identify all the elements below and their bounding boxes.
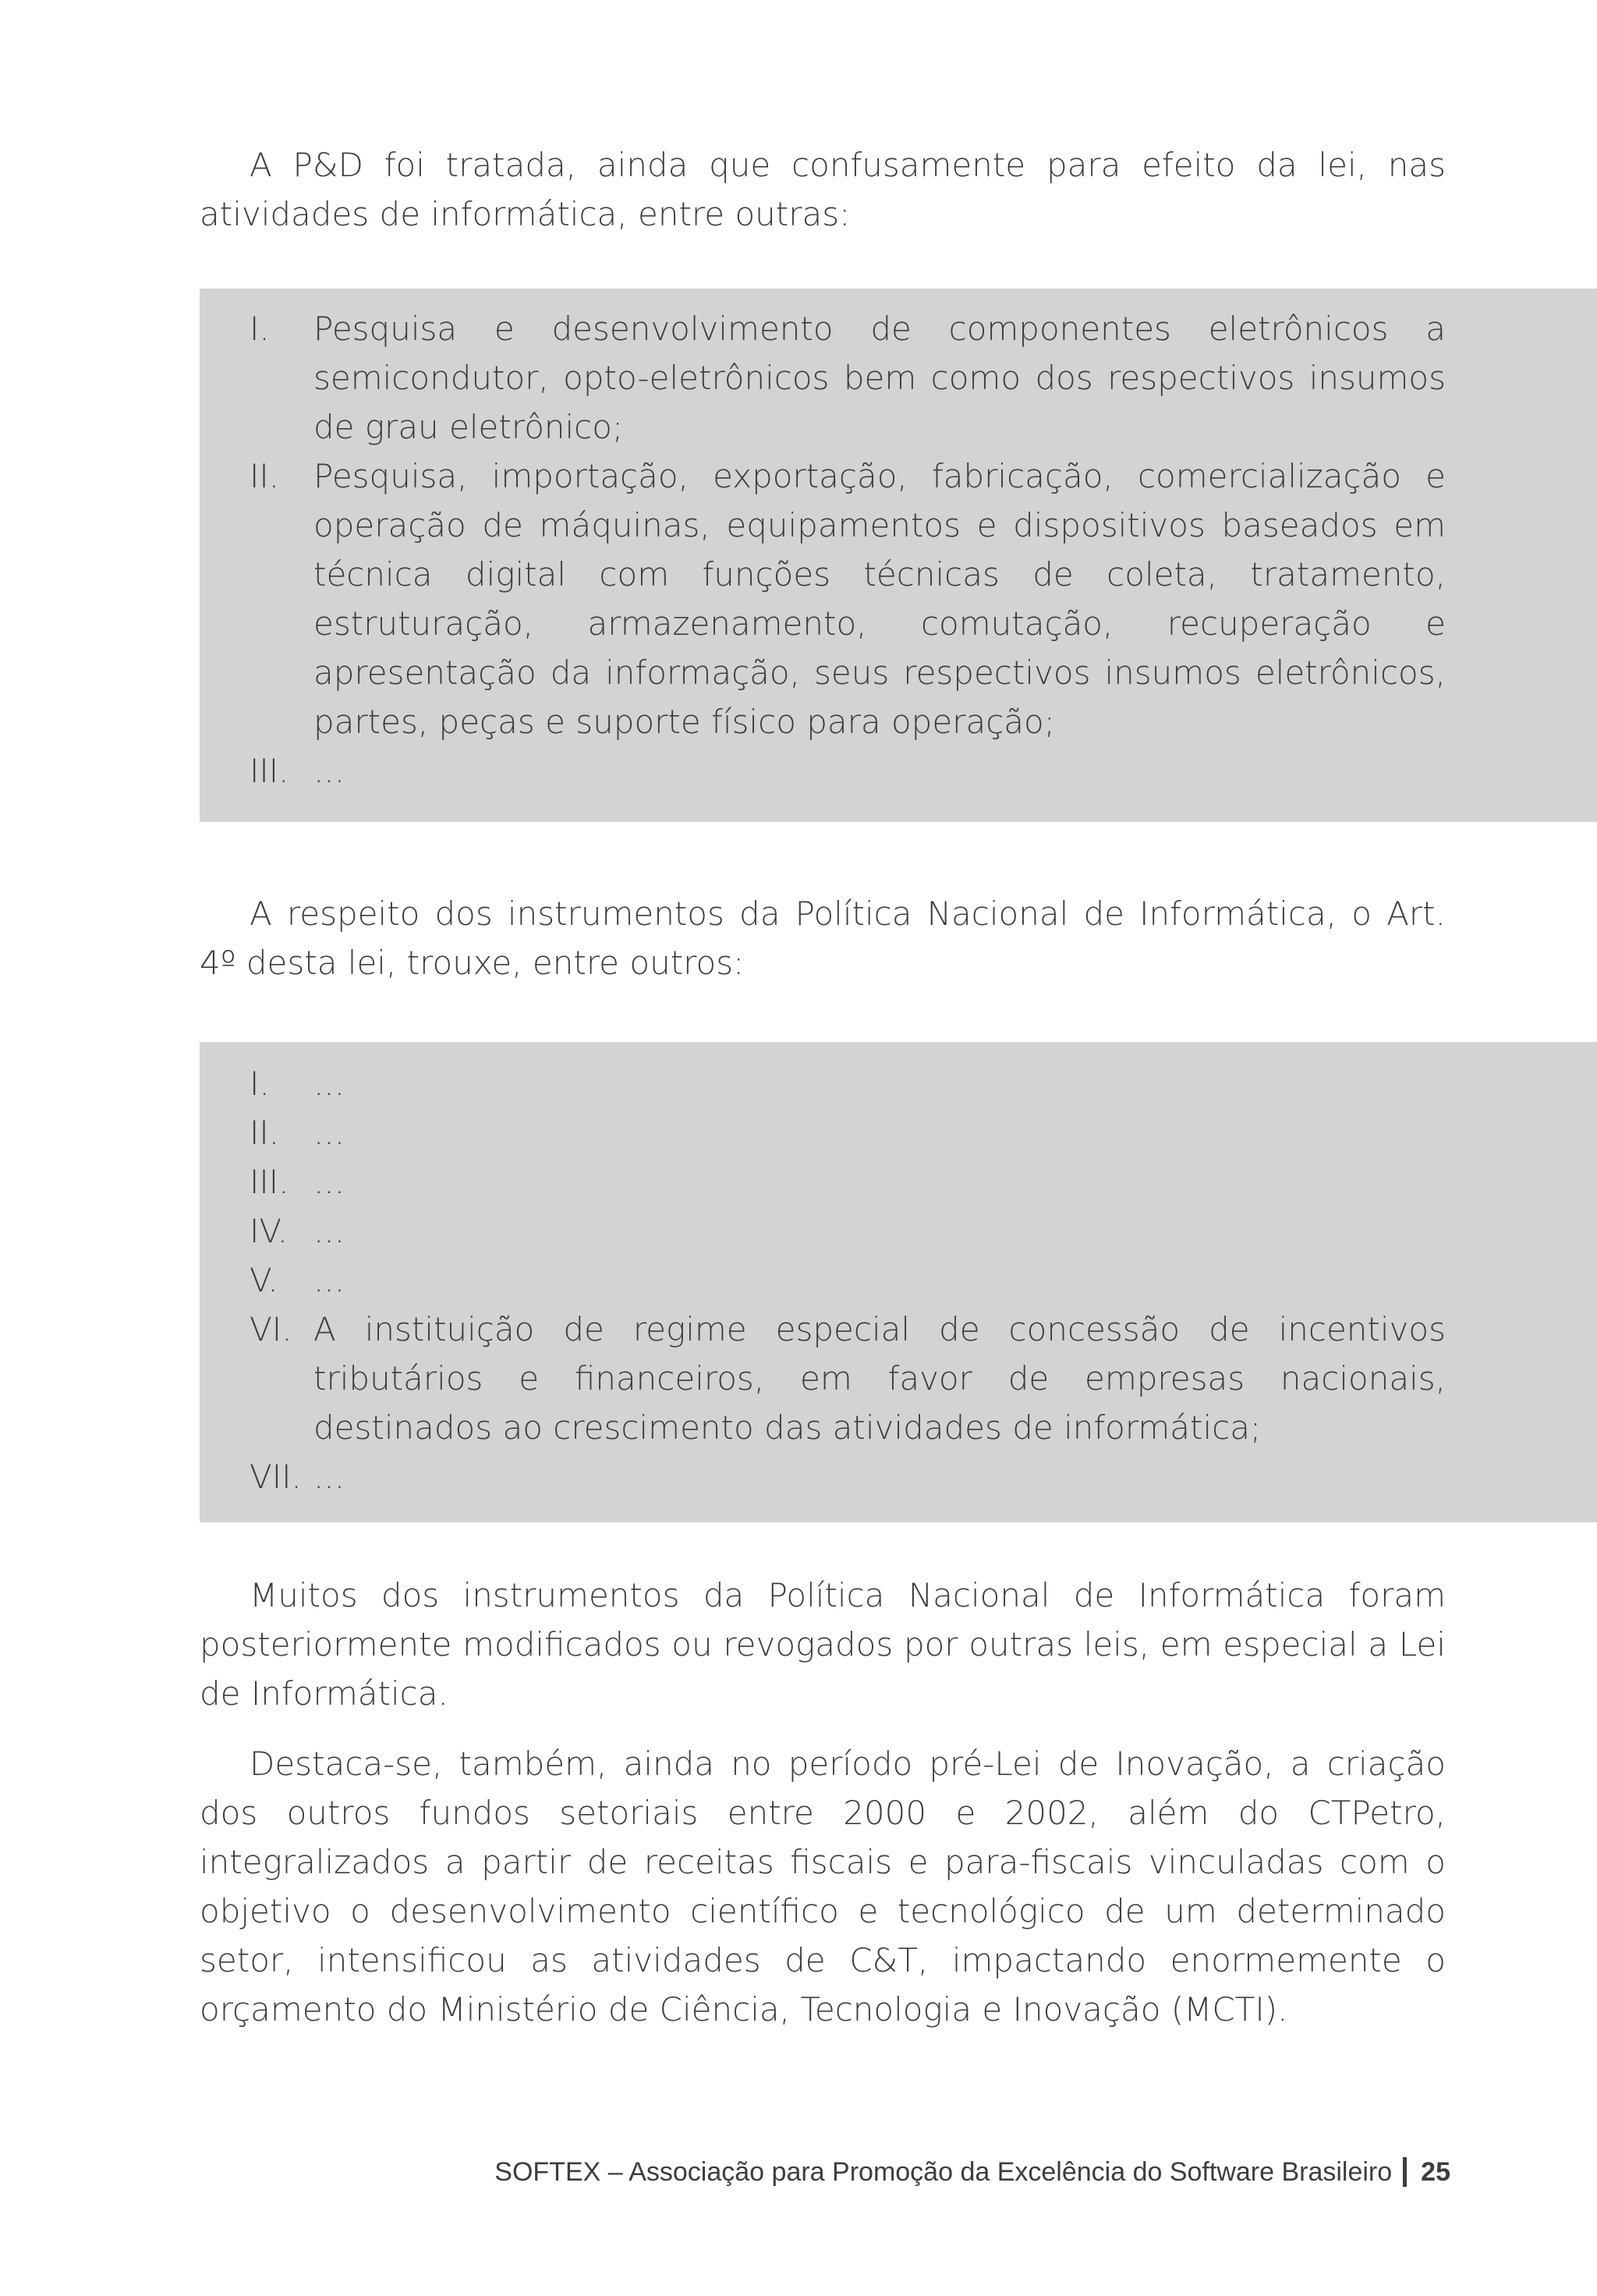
list-item xyxy=(250,1305,1446,1452)
quote-list-1 xyxy=(250,304,1446,795)
footer-text: SOFTEX – Associação para Promoção da Excelência do Software Brasileiro xyxy=(494,2156,1393,2187)
list-item-text: ... xyxy=(313,1114,345,1152)
footer-divider xyxy=(1403,2157,1407,2187)
list-item-text: ... xyxy=(313,1458,345,1496)
list-item-number: II. xyxy=(250,457,280,495)
list-item xyxy=(250,452,1446,746)
paragraph-4: Destaca-se, também, ainda no período pré-Lei de Inovação, a criação dos outros fundos setoriais entre 2000 e 2002, além do CTPetro, integralizados a partir de receitas fiscais e para-fiscais vinculadas com o objetivo o desenvolvimento científico e tecnológico de um determinado setor, intensificou as atividades de C&T, impactando enormemente o orçamento do Ministério de Ciência, Tecnologia e Inovação (MCTI). xyxy=(200,1745,1446,2028)
list-item xyxy=(250,1157,1446,1206)
list-item-number: VII. xyxy=(250,1458,302,1496)
list-item xyxy=(250,1059,1446,1108)
list-item xyxy=(250,1108,1446,1157)
quote-box-2 xyxy=(200,1042,1597,1522)
list-item-number: III. xyxy=(250,1163,289,1201)
list-item-text: ... xyxy=(313,1065,345,1103)
list-item xyxy=(250,746,1446,795)
list-item xyxy=(250,1452,1446,1501)
list-item-number: V. xyxy=(250,1261,278,1299)
list-item xyxy=(250,1206,1446,1256)
list-item-number: IV. xyxy=(250,1212,289,1250)
list-item-number: VI. xyxy=(250,1310,292,1348)
list-item-text: ... xyxy=(313,752,345,790)
list-item xyxy=(250,1256,1446,1305)
list-item-text: Pesquisa, importação, exportação, fabricação, comercialização e operação de máquinas, equipamentos e dispositivos baseados em técnica digital com funções técnicas de coleta, tratamento, estruturação, armazenamento, comutação, recuperação e apresentação da informação, seus respectivos insumos eletrônicos, partes, peças e suporte físico para operação; xyxy=(313,457,1446,741)
page-number: 25 xyxy=(1421,2156,1450,2187)
list-item-number: I. xyxy=(250,1065,270,1103)
paragraph-3: Muitos dos instrumentos da Política Nacional de Informática foram posteriormente modificados ou revogados por outras leis, em especial a Lei de Informática. xyxy=(200,1576,1446,1713)
paragraph-2: A respeito dos instrumentos da Política Nacional de Informática, o Art. 4º desta lei, trouxe, entre outros: xyxy=(200,895,1446,982)
quote-list-2 xyxy=(250,1059,1446,1501)
intro-paragraph: A P&D foi tratada, ainda que confusamente para efeito da lei, nas atividades de informática, entre outras: xyxy=(200,146,1446,233)
list-item-text: Pesquisa e desenvolvimento de componentes eletrônicos a semicondutor, opto-eletrônicos bem como dos respectivos insumos de grau eletrônico; xyxy=(313,310,1446,446)
list-item-text: ... xyxy=(313,1163,345,1201)
list-item-number: I. xyxy=(250,310,270,348)
page-footer xyxy=(494,2151,1450,2193)
list-item xyxy=(250,304,1446,452)
list-item-text: ... xyxy=(313,1261,345,1299)
list-item-number: II. xyxy=(250,1114,280,1152)
quote-box-1 xyxy=(200,289,1597,822)
list-item-number: III. xyxy=(250,752,289,790)
list-item-text: A instituição de regime especial de concessão de incentivos tributários e financeiros, em favor de empresas nacionais, destinados ao crescimento das atividades de informática; xyxy=(313,1310,1446,1447)
list-item-text: ... xyxy=(313,1212,345,1250)
